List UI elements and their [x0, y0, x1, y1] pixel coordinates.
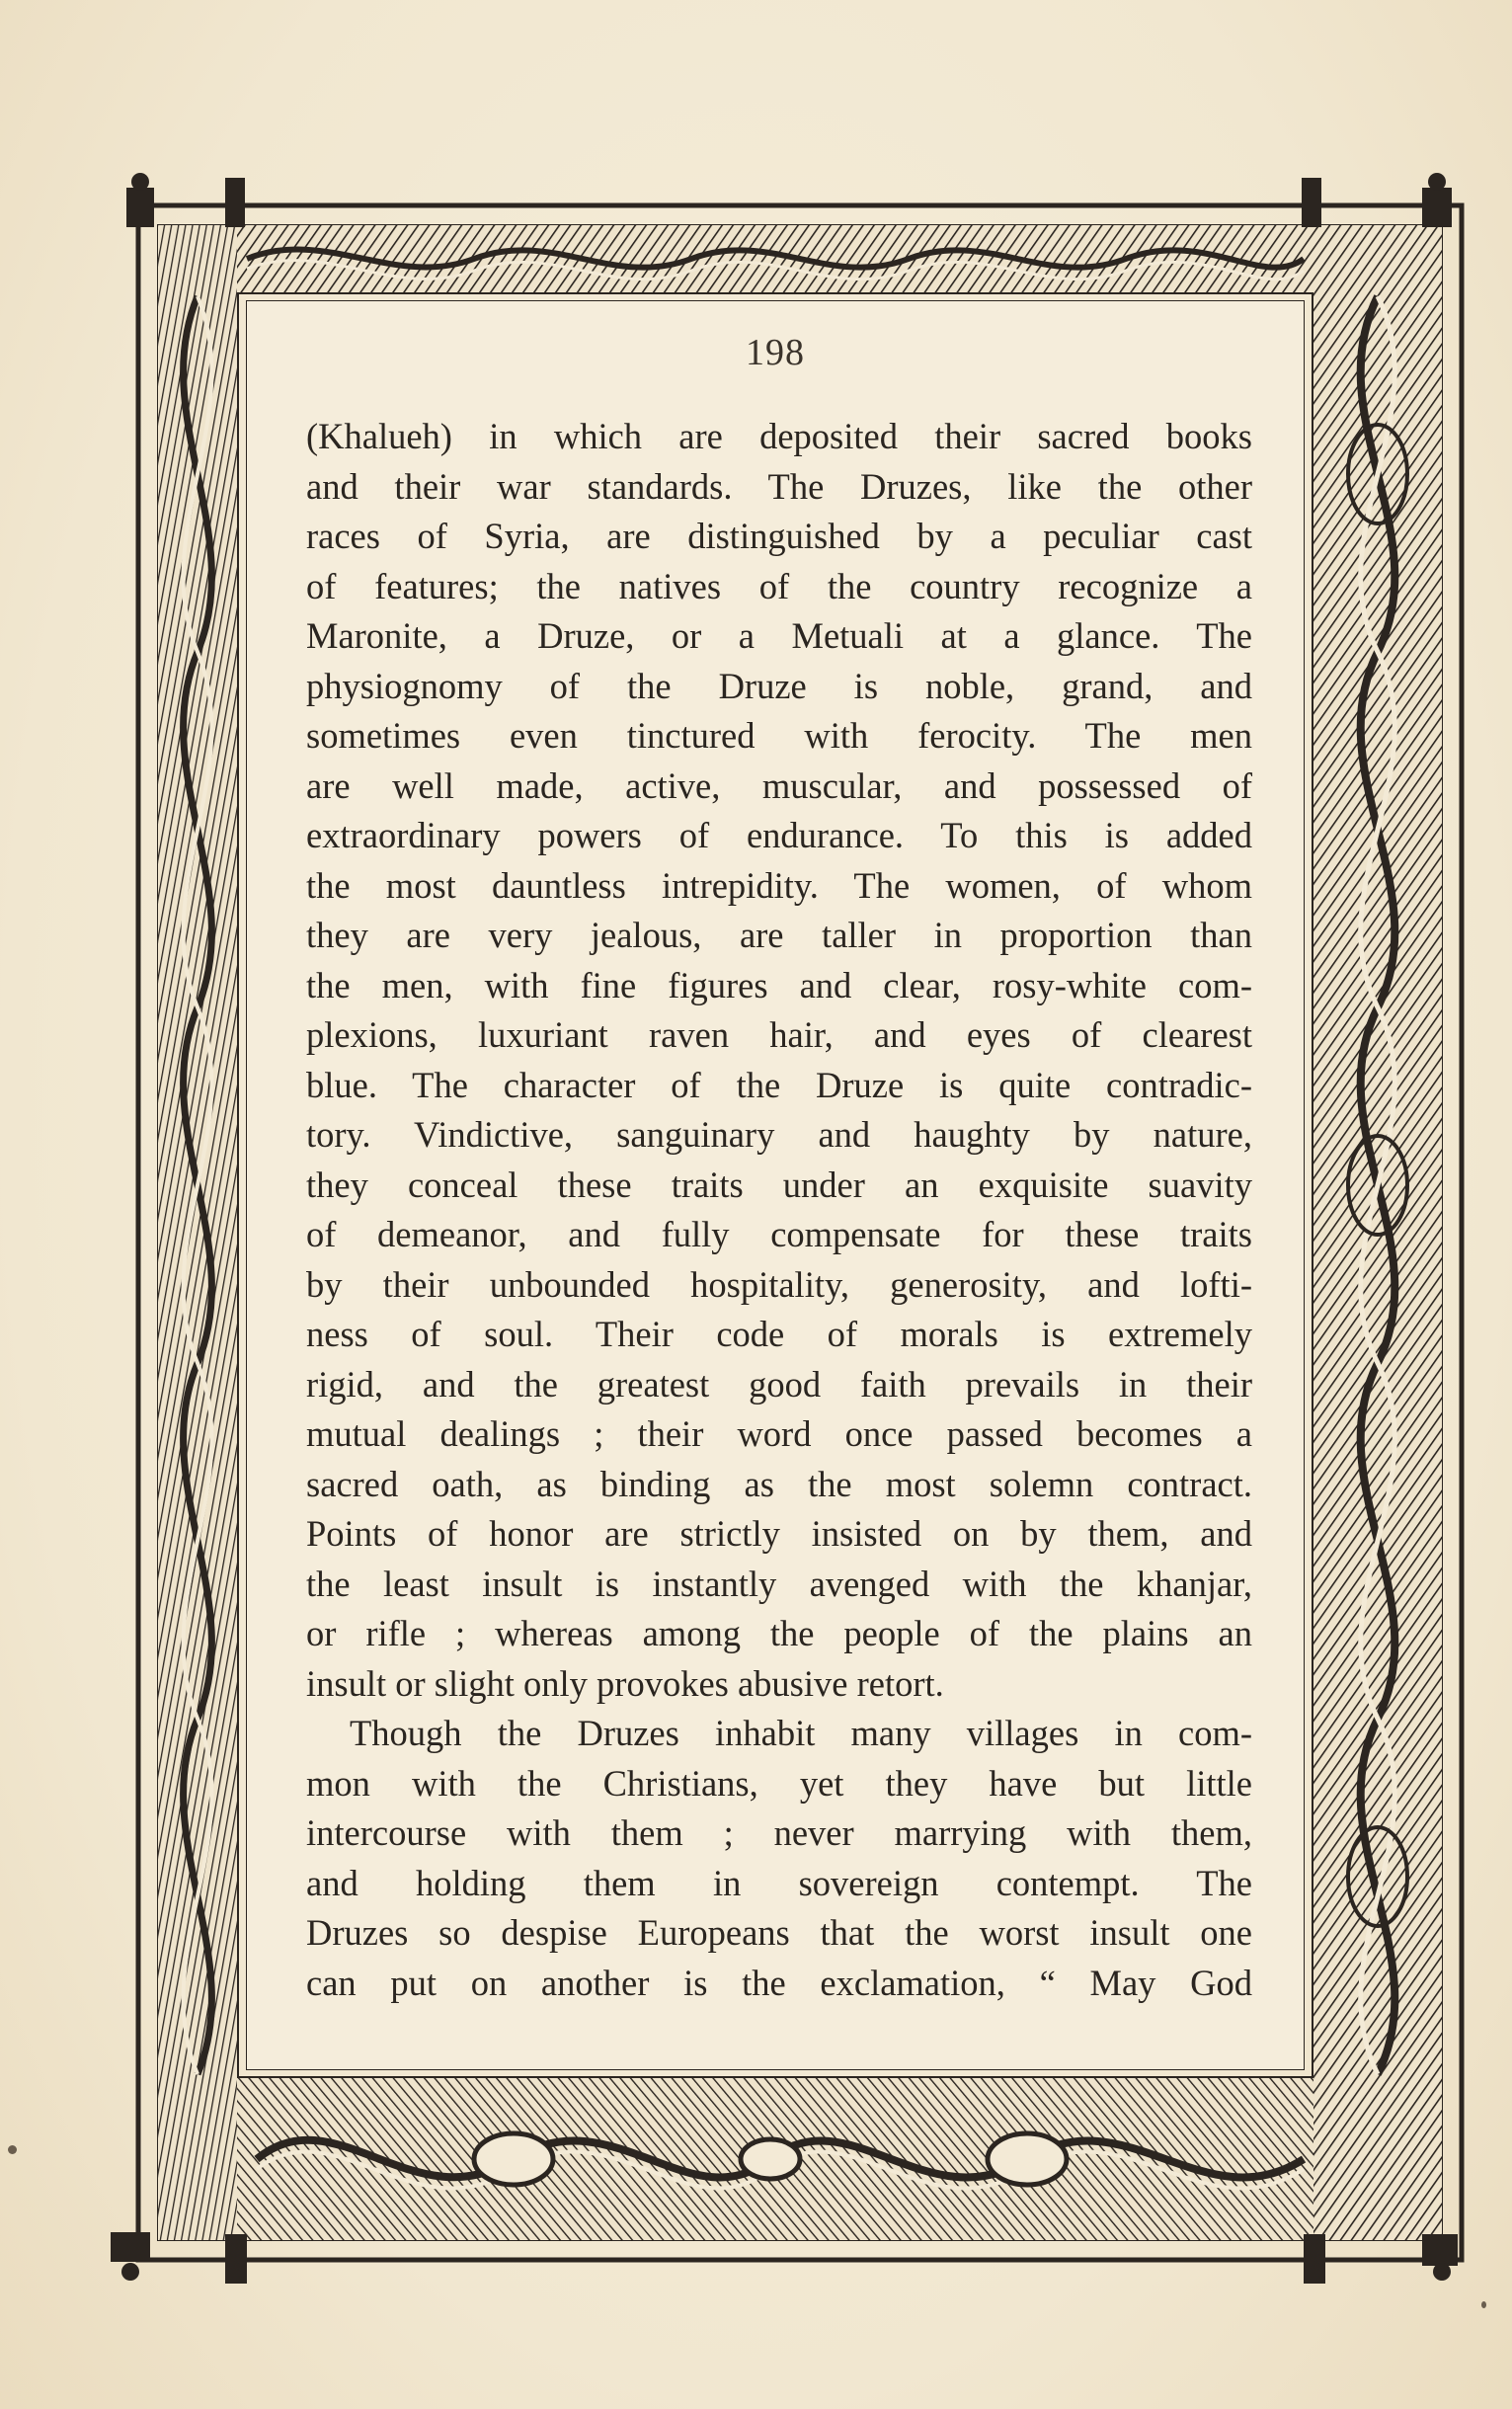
text-line: races of Syria, are distinguished by a peculiar cast	[306, 516, 1252, 556]
body-text	[306, 412, 1252, 2008]
text-line: of features; the natives of the country recognize a	[306, 565, 1252, 606]
page-number: 198	[746, 332, 805, 373]
text-line: or rifle ; whereas among the people of the plains an	[306, 1613, 1252, 1653]
bottom-band	[237, 2078, 1313, 2240]
text-line: ness of soul. Their code of morals is extremely	[306, 1314, 1252, 1354]
text-line: plexions, luxuriant raven hair, and eyes of clearest	[306, 1014, 1252, 1055]
text-line: (Khalueh) in which are deposited their sacred books	[306, 416, 1252, 456]
text-line: intercourse with them ; never marrying with them,	[306, 1812, 1252, 1853]
text-line: and holding them in sovereign contempt. The	[306, 1862, 1252, 1903]
top-band	[237, 225, 1313, 292]
text-line: extraordinary powers of endurance. To this is added	[306, 815, 1252, 855]
text-line: tory. Vindictive, sanguinary and haughty by nature,	[306, 1114, 1252, 1155]
text-line: of demeanor, and fully compensate for these traits	[306, 1214, 1252, 1254]
text-line: insult or slight only provokes abusive retort.	[306, 1662, 944, 1704]
text-line: the most dauntless intrepidity. The women, of whom	[306, 864, 1252, 906]
text-line: the men, with fine figures and clear, rosy-white com-	[306, 964, 1252, 1005]
text-line: blue. The character of the Druze is quite contradic-	[306, 1064, 1252, 1105]
text-line: physiognomy of the Druze is noble, grand, and	[306, 665, 1252, 706]
text-line: by their unbounded hospitality, generosity, and lofti-	[306, 1263, 1252, 1305]
text-panel	[247, 301, 1304, 2069]
text-line: and their war standards. The Druzes, like the other	[306, 465, 1252, 507]
text-line: Though the Druzes inhabit many villages in com-	[350, 1713, 1252, 1753]
text-line: are well made, active, muscular, and possessed of	[306, 764, 1252, 806]
text-line: the least insult is instantly avenged with the khanjar,	[306, 1563, 1252, 1604]
text-line: mon with the Christians, yet they have but little	[306, 1762, 1252, 1804]
text-line: mutual dealings ; their word once passed becomes a	[306, 1413, 1252, 1454]
text-line: can put on another is the exclamation, “ May God	[306, 1962, 1252, 2003]
right-column	[1313, 225, 1442, 2240]
text-line: Druzes so despise Europeans that the worst insult one	[306, 1912, 1252, 1953]
text-line: sometimes even tinctured with ferocity. The men	[306, 715, 1252, 756]
paper-speck	[1481, 2301, 1486, 2308]
paper-speck	[8, 2145, 17, 2154]
text-line: they conceal these traits under an exquisite suavity	[306, 1164, 1252, 1205]
text-line: Maronite, a Druze, or a Metuali at a glance. The	[306, 615, 1252, 656]
text-line: they are very jealous, are taller in proportion than	[306, 915, 1252, 955]
text-line: Points of honor are strictly insisted on by them, and	[306, 1513, 1252, 1554]
text-line: rigid, and the greatest good faith prevails in their	[306, 1363, 1252, 1405]
text-line: sacred oath, as binding as the most solemn contract.	[306, 1463, 1252, 1504]
left-column	[158, 225, 237, 2240]
